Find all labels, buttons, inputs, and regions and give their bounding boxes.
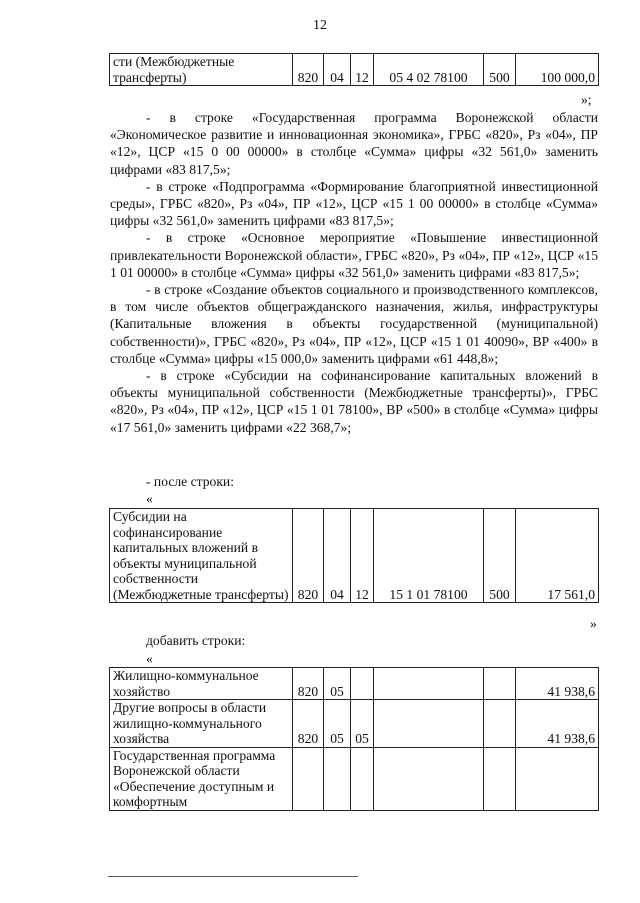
- cell-rz: 05: [324, 668, 351, 700]
- cell-name: Субсидии на софинансирование капитальных вложений в объекты муниципальной собственности (Межбюджетные трансферты): [110, 509, 293, 603]
- cell-grbs: [293, 747, 324, 810]
- cell-vr: [484, 668, 516, 700]
- paragraph: - в строке «Основное мероприятие «Повышение инвестиционной привлекательности Воронежской области», ГРБС «820», Рз «04», ПР «12», ЦСР «15 1 01 00000» в столбце «Сумма» цифры «32 561,0» заменить цифрами «83 817,5»;: [110, 230, 598, 280]
- paragraph: - в строке «Государственная программа Воронежской области «Экономическое развитие и инновационная экономика», ГРБС «820», Рз «04», ПР «12», ЦСР «15 0 00 00000» в столбце «Сумма» цифры «32 561,0» заменить цифрами «83 817,5»;: [110, 110, 598, 177]
- closing-quote-top: »;: [581, 92, 592, 107]
- cell-grbs: 820: [293, 509, 324, 603]
- cell-pr: 12: [351, 509, 374, 603]
- cell-name: сти (Межбюджетные трансферты): [110, 54, 293, 86]
- cell-csr: [374, 668, 484, 700]
- cell-csr: 05 4 02 78100: [374, 54, 484, 86]
- cell-pr: 05: [351, 700, 374, 748]
- table-row: [110, 668, 599, 700]
- cell-grbs: 820: [293, 700, 324, 748]
- cell-vr: [484, 700, 516, 748]
- cell-rz: 04: [324, 509, 351, 603]
- table-row: [110, 700, 599, 748]
- cell-sum: 100 000,0: [516, 54, 599, 86]
- budget-table-bottom: [109, 667, 599, 811]
- budget-table-middle: [109, 508, 599, 603]
- cell-name: Государственная программа Воронежской области «Обеспечение доступным и комфортным: [110, 747, 293, 810]
- table-row: [110, 509, 599, 603]
- cell-sum: [516, 747, 599, 810]
- cell-csr: 15 1 01 78100: [374, 509, 484, 603]
- cell-vr: 500: [484, 509, 516, 603]
- cell-vr: 500: [484, 54, 516, 86]
- paragraph: - в строке «Субсидии на софинансирование капитальных вложений в объекты муниципальной собственности (Межбюджетные трансферты)», ГРБС «820», Рз «04», ПР «12», ЦСР «15 1 01 78100», ВР «500» в столбце «Сумма» цифры «17 561,0» заменить цифрами «22 368,7»;: [110, 368, 598, 435]
- cell-sum: 41 938,6: [516, 668, 599, 700]
- footer-rule: [108, 876, 358, 877]
- cell-sum: 41 938,6: [516, 700, 599, 748]
- closing-quote-mid: »: [590, 616, 597, 631]
- table-row: [110, 54, 599, 86]
- budget-table-top: [109, 53, 599, 86]
- page-number: 12: [313, 18, 327, 33]
- cell-csr: [374, 700, 484, 748]
- cell-vr: [484, 747, 516, 810]
- amendment-text: [110, 109, 598, 436]
- after-row-label: - после строки:: [146, 474, 234, 489]
- table-row: [110, 747, 599, 810]
- cell-grbs: 820: [293, 54, 324, 86]
- open-quote: «: [146, 491, 153, 506]
- cell-pr: [351, 747, 374, 810]
- paragraph: - в строке «Создание объектов социального и производственного комплексов, в том числе объектов общегражданского назначения, жилья, инфраструктуры (Капитальные вложения в объекты государственной (муниципальной) собственности)», ГРБС «820», Рз «04», ПР «12», ЦСР «15 1 01 40090», ВР «400» в столбце «Сумма» цифры «15 000,0» заменить цифрами «61 448,8»;: [110, 282, 598, 366]
- cell-csr: [374, 747, 484, 810]
- paragraph: - в строке «Подпрограмма «Формирование благоприятной инвестиционной среды», ГРБС «820», Рз «04», ПР «12», ЦСР «15 1 00 00000» в столбце «Сумма» цифры «32 561,0» заменить цифрами «83 817,5»;: [110, 178, 598, 229]
- cell-rz: 04: [324, 54, 351, 86]
- cell-rz: 05: [324, 700, 351, 748]
- cell-grbs: 820: [293, 668, 324, 700]
- cell-sum: 17 561,0: [516, 509, 599, 603]
- cell-rz: [324, 747, 351, 810]
- open-quote: «: [146, 651, 153, 666]
- cell-name: Другие вопросы в области жилищно-коммунального хозяйства: [110, 700, 293, 748]
- cell-pr: 12: [351, 54, 374, 86]
- cell-name: Жилищно-коммунальное хозяйство: [110, 668, 293, 700]
- cell-pr: [351, 668, 374, 700]
- add-rows-label: добавить строки:: [146, 633, 246, 648]
